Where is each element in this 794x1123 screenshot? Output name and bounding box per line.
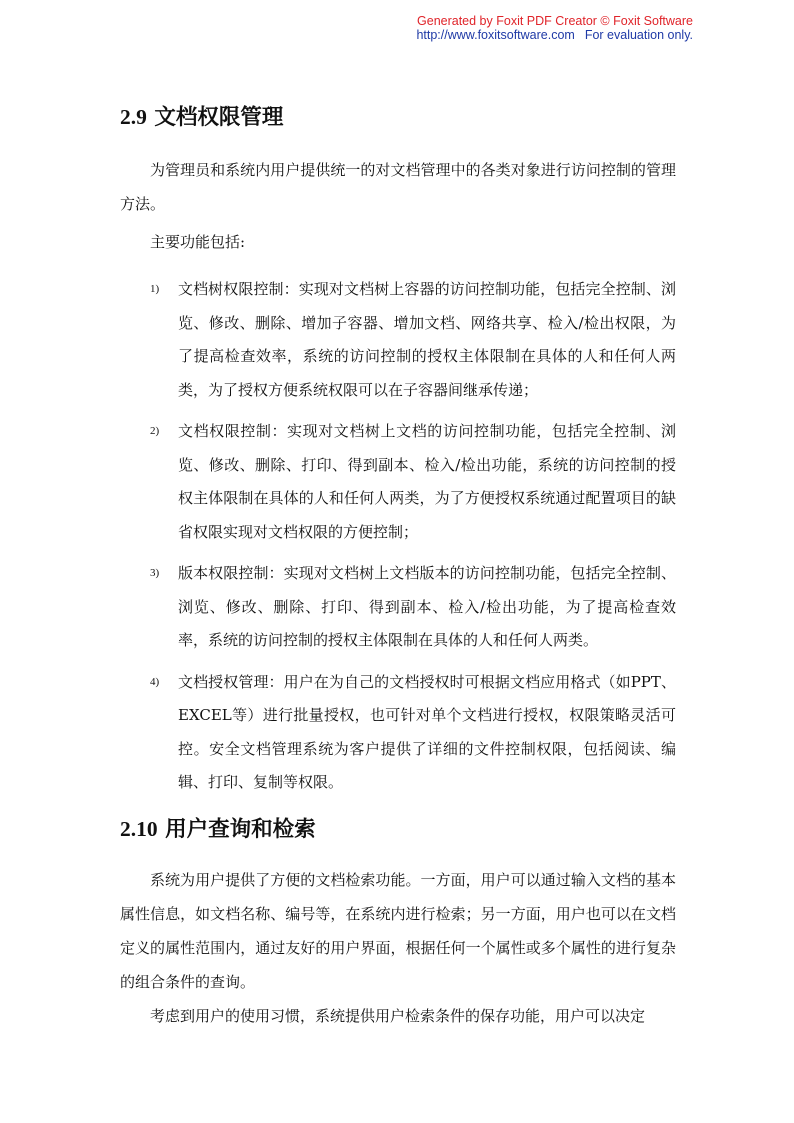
section-title: 用户查询和检索 (165, 816, 316, 842)
section-user-search (120, 814, 676, 1033)
list-item (120, 415, 676, 549)
list-item (120, 666, 676, 800)
body-paragraph: 系统为用户提供了方便的文档检索功能。一方面，用户可以通过输入文档的基本属性信息，如文档名称、编号等，在系统内进行检索；另一方面，用户也可以在文档定义的属性范围内，通过友好的用户界面，根据任何一个属性或多个属性的进行复杂的组合条件的查询。 (120, 870, 676, 991)
list-item-text: 文档权限控制：实现对文档树上文档的访问控制功能，包括完全控制、浏览、修改、删除、打印、得到副本、检入/检出功能，系统的访问控制的授权主体限制在具体的人和任何人两类，为了方便授权系统通过配置项目的缺省权限实现对文档权限的方便控制； (178, 422, 676, 541)
section-heading (120, 814, 676, 845)
document-body (120, 102, 676, 1033)
section-document-permissions (120, 102, 676, 800)
pdf-watermark (416, 14, 693, 42)
list-item (120, 273, 676, 407)
feature-list (120, 273, 676, 800)
list-item (120, 557, 676, 658)
watermark-generator-line: Generated by Foxit PDF Creator © Foxit Software (417, 14, 693, 28)
list-item-text: 版本权限控制：实现对文档树上文档版本的访问控制功能，包括完全控制、浏览、修改、删除、打印、得到副本、检入/检出功能，为了提高检查效率，系统的访问控制的授权主体限制在具体的人和任何人两类。 (178, 564, 676, 649)
body-paragraph: 考虑到用户的使用习惯，系统提供用户检索条件的保存功能，用户可以决定 (150, 1006, 646, 1025)
section-number: 2.10 (120, 816, 158, 841)
section-heading (120, 102, 676, 133)
section-number: 2.9 (120, 105, 147, 129)
intro-paragraph: 为管理员和系统内用户提供统一的对文档管理中的各类对象进行访问控制的管理方法。 (120, 161, 676, 213)
list-marker: 4) (150, 675, 160, 688)
watermark-note: For evaluation only. (584, 28, 693, 42)
list-marker: 1) (150, 283, 160, 295)
watermark-url: http://www.foxitsoftware.com (416, 28, 575, 42)
list-marker: 3) (150, 567, 160, 579)
list-item-text: 文档树权限控制：实现对文档树上容器的访问控制功能，包括完全控制、浏览、修改、删除、增加子容器、增加文档、网络共享、检入/检出权限，为了提高检查效率，系统的访问控制的授权主体限制在具体的人和任何人两类，为了授权方便系统权限可以在子容器间继承传递； (178, 280, 676, 399)
list-marker: 2) (150, 425, 160, 437)
watermark-url-line (416, 28, 693, 42)
section-title: 文档权限管理 (154, 105, 284, 130)
list-item-text: 文档授权管理：用户在为自己的文档授权时可根据文档应用格式（如PPT、EXCEL等）进行批量授权，也可针对单个文档进行授权，权限策略灵活可控。安全文档管理系统为客户提供了详细的文件控制权限，包括阅读、编辑、打印、复制等权限。 (178, 672, 676, 791)
lead-paragraph: 主要功能包括: (150, 233, 246, 251)
